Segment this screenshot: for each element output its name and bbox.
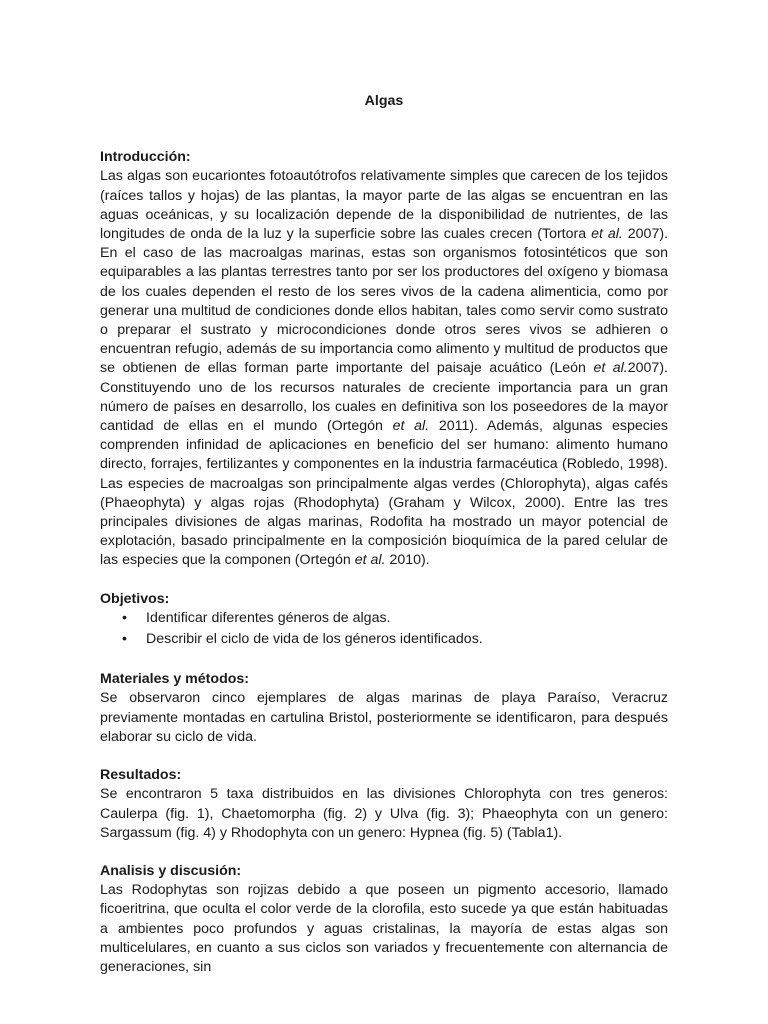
intro-etal-4: et al. [354, 552, 386, 569]
document-body [100, 92, 668, 977]
intro-text-b: 2007). En el caso de las macroalgas marinas, estas son organismos fotosintéticos que son equiparables a las plantas terrestres tanto por ser los productores del oxígeno y biomasa de los cuales dependen el resto de los seres vivos de la cadena alimenticia, como por generar una multitud de condiciones donde ellos habitan, tales como servir como sustrato o preparar el sustrato y microcondiciones donde otros seres vivos se adhieren o encuentran refugio, además de su importancia como alimento y multitud de productos que se obtienen de ellas forman parte importante del paisaje acuático (León [100, 226, 669, 377]
list-item-text: Identificar diferentes géneros de algas. [146, 609, 391, 626]
list-item-text: Describir el ciclo de vida de los géneros identificados. [146, 631, 483, 648]
list-item [100, 630, 668, 649]
section-spacer [100, 747, 668, 766]
intro-text-e: 2010). [385, 552, 430, 569]
intro-text-c: 2007). Constituyendo uno de los recursos naturales de creciente importancia para un gran número de países en desarrollo, los cuales en definitiva son los poseedores de la mayor cantidad de ellas en el mundo (Ortegón [100, 360, 668, 435]
bullet-icon: • [122, 609, 127, 626]
section-spacer [100, 651, 668, 670]
analisis-paragraph: Las Rodophytas son rojizas debido a que poseen un pigmento accesorio, llamado ficoeritrina, que oculta el color verde de la clorofila, esto sucede ya que están habituadas a ambientes poco profundos y aguas cristalinas, la mayoría de estas algas son multicelulares, en cuanto a sus ciclos son variados y frecuentemente con alternancia de generaciones, sin [100, 882, 668, 975]
objetivos-list [100, 609, 668, 649]
resultados-heading: Resultados: [100, 767, 182, 784]
materiales-heading: Materiales y métodos: [100, 671, 250, 688]
intro-text-d: 2011). Además, algunas especies comprenden infinidad de aplicaciones en beneficio del ser humano: alimento humano directo, forrajes, fertilizantes y componentes en la industria farmacéutica (Robledo, 1998). Las especies de macroalgas son principalmente algas verdes (Chlorophyta), algas cafés (Phaeophyta) y algas rojas (Rhodophyta) (Graham y Wilcox, 2000). Entre las tres principales divisiones de algas marinas, Rodofita ha mostrado un mayor potencial de explotación, basado principalmente en la composición bioquímica de la pared celular de las especies que la componen (Ortegón [100, 418, 668, 569]
intro-etal-3: et al. [392, 418, 430, 435]
intro-etal-1: et al. [591, 226, 623, 243]
intro-etal-2: et al. [593, 360, 628, 377]
objetivos-heading: Objetivos: [100, 590, 170, 607]
bullet-icon: • [122, 631, 127, 648]
intro-paragraph [100, 167, 668, 570]
section-spacer [100, 571, 668, 590]
section-spacer [100, 843, 668, 862]
list-item [100, 609, 668, 628]
analisis-heading: Analisis y discusión: [100, 862, 242, 879]
resultados-paragraph: Se encontraron 5 taxa distribuidos en las divisiones Chlorophyta con tres generos: Caulerpa (fig. 1), Chaetomorpha (fig. 2) y Ulva (fig. 3); Phaeophyta con un genero: Sargassum (fig. 4) y Rhodophyta con un genero: Hypnea (fig. 5) (Tabla1). [100, 786, 668, 841]
intro-heading: Introducción: [100, 149, 191, 166]
document-title: Algas [364, 93, 404, 109]
materiales-paragraph: Se observaron cinco ejemplares de algas marinas de playa Paraíso, Veracruz previamente montadas en cartulina Bristol, posteriormente se identificaron, para después elaborar su ciclo de vida. [100, 690, 668, 745]
intro-text-a: Las algas son eucariontes fotoautótrofos relativamente simples que carecen de los tejidos (raíces tallos y hojas) de las plantas, la mayor parte de las algas se encuentran en las aguas oceánicas, y su localización depende de la disponibilidad de nutrientes, de las longitudes de onda de la luz y la superficie sobre las cuales crecen (Tortora [100, 168, 668, 243]
